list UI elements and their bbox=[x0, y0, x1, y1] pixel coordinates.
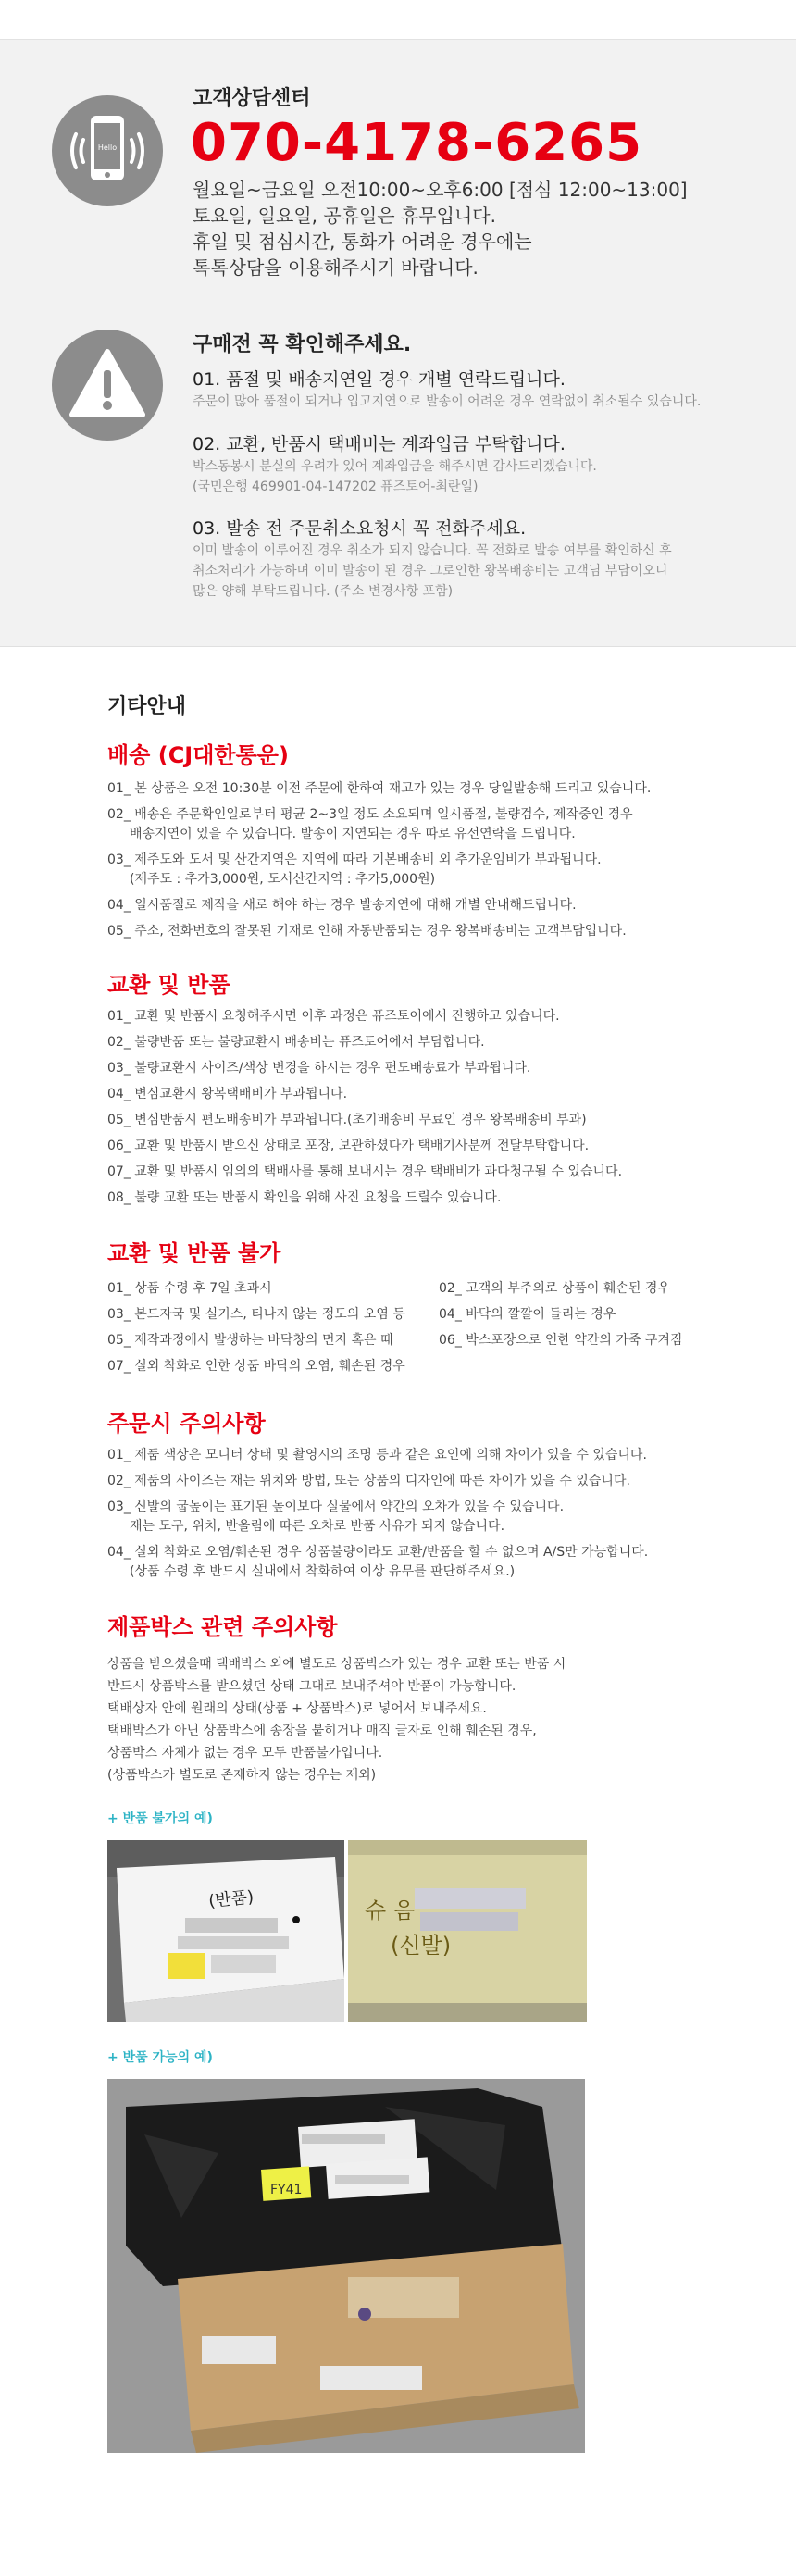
list-item bbox=[107, 779, 700, 799]
item-num: 02_ bbox=[107, 1035, 131, 1050]
item-text: 불량 교환 또는 반품시 확인을 위해 사진 요청을 드릴수 있습니다. bbox=[134, 1190, 502, 1205]
etc-title: 기타안내 bbox=[107, 695, 187, 718]
list-item bbox=[107, 1007, 700, 1027]
order-notes-list bbox=[107, 1446, 700, 1588]
list-item bbox=[107, 922, 700, 941]
list-item bbox=[107, 1446, 700, 1465]
grid-item: 05_ 제작과정에서 발생하는 바닥창의 먼지 혹은 때 bbox=[107, 1333, 393, 1348]
item-num: 05_ bbox=[107, 924, 131, 939]
check-item bbox=[193, 367, 748, 412]
list-item bbox=[107, 1472, 700, 1491]
item-cont: (상품 수령 후 반드시 실내에서 착화하여 이상 유무를 판단해주세요.) bbox=[130, 1564, 516, 1579]
check-item-body: 이미 발송이 이루어진 경우 취소가 되지 않습니다. 꼭 전화로 발송 여부를 확인하신 후 bbox=[193, 543, 672, 558]
box-paragraph bbox=[107, 1653, 681, 1786]
item-num: 03_ bbox=[107, 852, 131, 867]
photo-handwriting: (반품) bbox=[207, 1886, 255, 1911]
box-line: (상품박스가 별도로 존재하지 않는 경우는 제외) bbox=[107, 1768, 377, 1783]
sticker-text: FY41 bbox=[270, 2183, 303, 2197]
shipping-list bbox=[107, 779, 700, 948]
list-item bbox=[107, 1188, 700, 1208]
list-item bbox=[107, 1543, 700, 1582]
good-example-photo bbox=[107, 2079, 585, 2453]
grid-item: 04_ 바닥의 깔깔이 들리는 경우 bbox=[439, 1307, 616, 1322]
list-item bbox=[107, 851, 700, 890]
grid-item: 07_ 실외 착화로 인한 상품 바닥의 오염, 훼손된 경우 bbox=[107, 1359, 405, 1374]
item-text: 일시품절로 제작을 새로 해야 하는 경우 발송지연에 대해 개별 안내해드립니다. bbox=[134, 898, 577, 913]
item-num: 01_ bbox=[107, 1448, 131, 1462]
no-exchange-grid bbox=[107, 1279, 700, 1381]
item-num: 02_ bbox=[107, 807, 131, 822]
contact-phone[interactable]: 070-4178-6265 bbox=[191, 113, 643, 173]
check-item-body: (국민은행 469901-04-147202 퓨즈토어-최란일) bbox=[193, 479, 479, 494]
contact-hours bbox=[193, 177, 766, 280]
item-num: 04_ bbox=[107, 898, 131, 913]
check-item bbox=[193, 432, 748, 497]
item-text: 불량교환시 사이즈/색상 변경을 하시는 경우 편도배송료가 부과됩니다. bbox=[134, 1061, 531, 1076]
check-item-body: 주문이 많아 품절이 되거나 입고지연으로 발송이 어려운 경우 연락없이 취소될수 있습니다. bbox=[193, 394, 702, 409]
list-item bbox=[107, 1163, 700, 1182]
no-exchange-title: 교환 및 반품 불가 bbox=[107, 1240, 281, 1266]
warning-icon bbox=[52, 330, 163, 441]
info-box bbox=[0, 40, 796, 647]
item-text: 주소, 전화번호의 잘못된 기재로 인해 자동반품되는 경우 왕복배송비는 고객부담입니다. bbox=[134, 924, 627, 939]
check-item-body: 많은 양해 부탁드립니다. (주소 변경사항 포함) bbox=[193, 584, 454, 599]
box-line: 택배상자 안에 원래의 상태(상품 + 상품박스)로 넣어서 보내주세요. bbox=[107, 1701, 487, 1716]
item-text: 제품의 사이즈는 재는 위치와 방법, 또는 상품의 디자인에 따른 차이가 있을 수 있습니다. bbox=[134, 1474, 630, 1488]
check-item-head: 03. 발송 전 주문취소요청시 꼭 전화주세요. bbox=[193, 518, 527, 539]
item-cont: (제주도 : 추가3,000원, 도서산간지역 : 추가5,000원) bbox=[130, 872, 436, 887]
contact-title: 고객상담센터 bbox=[193, 87, 311, 110]
box-title: 제품박스 관련 주의사항 bbox=[107, 1614, 338, 1640]
photo-handwriting: (신발) bbox=[391, 1933, 452, 1959]
good-example-label: + 반품 가능의 예) bbox=[107, 2050, 213, 2065]
item-text: 불량반품 또는 불량교환시 배송비는 퓨즈토어에서 부담합니다. bbox=[134, 1035, 485, 1050]
item-num: 04_ bbox=[107, 1087, 131, 1101]
item-cont: 재는 도구, 위치, 반올림에 따른 오차로 반품 사유가 되지 않습니다. bbox=[130, 1519, 505, 1534]
hours-line: 월요일~금요일 오전10:00~오후6:00 [점심 12:00~13:00] bbox=[193, 179, 688, 201]
check-item bbox=[193, 516, 748, 602]
item-text: 신발의 굽높이는 표기된 높이보다 실물에서 약간의 오차가 있을 수 있습니다. bbox=[134, 1500, 565, 1514]
item-num: 07_ bbox=[107, 1164, 131, 1179]
hours-line: 톡톡상담을 이용해주시기 바랍니다. bbox=[193, 256, 479, 279]
item-num: 08_ bbox=[107, 1190, 131, 1205]
item-text: 실외 착화로 오염/훼손된 경우 상품불량이라도 교환/반품을 할 수 없으며 A/S만 가능합니다. bbox=[134, 1545, 649, 1560]
phone-screen-text: Hello bbox=[97, 143, 118, 152]
photo-handwriting: 슈 음 bbox=[365, 1898, 415, 1923]
grid-item: 02_ 고객의 부주의로 상품이 훼손된 경우 bbox=[439, 1281, 670, 1296]
list-item bbox=[107, 805, 700, 844]
item-text: 본 상품은 오전 10:30분 이전 주문에 한하여 재고가 있는 경우 당일발송해 드리고 있습니다. bbox=[134, 781, 652, 796]
item-num: 02_ bbox=[107, 1474, 131, 1488]
exchange-title: 교환 및 반품 bbox=[107, 972, 230, 998]
item-num: 05_ bbox=[107, 1113, 131, 1127]
phone-icon bbox=[52, 95, 163, 206]
item-cont: 배송지연이 있을 수 있습니다. 발송이 지연되는 경우 따로 유선연락을 드립니다. bbox=[130, 827, 576, 841]
list-item bbox=[107, 1059, 700, 1078]
item-text: 제품 색상은 모니터 상태 및 촬영시의 조명 등과 같은 요인에 의해 차이가 있을 수 있습니다. bbox=[134, 1448, 647, 1462]
hours-line: 토요일, 일요일, 공휴일은 휴무입니다. bbox=[193, 205, 496, 227]
list-item bbox=[107, 1085, 700, 1104]
list-item bbox=[107, 1111, 700, 1130]
item-num: 01_ bbox=[107, 1009, 131, 1024]
hours-line: 휴일 및 점심시간, 통화가 어려운 경우에는 bbox=[193, 230, 532, 253]
exchange-list bbox=[107, 1007, 700, 1214]
grid-item: 01_ 상품 수령 후 7일 초과시 bbox=[107, 1281, 272, 1296]
grid-item: 06_ 박스포장으로 인한 약간의 가죽 구겨짐 bbox=[439, 1333, 683, 1348]
order-notes-title: 주문시 주의사항 bbox=[107, 1411, 266, 1437]
item-text: 변심반품시 편도배송비가 부과됩니다.(초기배송비 무료인 경우 왕복배송비 부과) bbox=[134, 1113, 587, 1127]
item-text: 교환 및 반품시 임의의 택배사를 통해 보내시는 경우 택배비가 과다청구될 수 있습니다. bbox=[134, 1164, 623, 1179]
item-num: 03_ bbox=[107, 1061, 131, 1076]
item-num: 04_ bbox=[107, 1545, 131, 1560]
item-text: 제주도와 도서 및 산간지역은 지역에 따라 기본배송비 외 추가운임비가 부과됩니다. bbox=[134, 852, 602, 867]
list-item bbox=[107, 1498, 700, 1537]
shipping-title: 배송 (CJ대한통운) bbox=[107, 742, 289, 768]
list-item bbox=[107, 1137, 700, 1156]
check-item-body: 박스동봉시 분실의 우려가 있어 계좌입금을 해주시면 감사드리겠습니다. bbox=[193, 459, 597, 474]
box-line: 택배박스가 아닌 상품박스에 송장을 붙히거나 매직 글자로 인해 훼손된 경우, bbox=[107, 1724, 537, 1738]
box-line: 상품박스 자체가 없는 경우 모두 반품불가입니다. bbox=[107, 1746, 383, 1761]
check-title: 구매전 꼭 확인해주세요. bbox=[193, 333, 412, 356]
grid-item: 03_ 본드자국 및 실기스, 티나지 않는 정도의 오염 등 bbox=[107, 1307, 405, 1322]
item-text: 교환 및 반품시 요청해주시면 이후 과정은 퓨즈토어에서 진행하고 있습니다. bbox=[134, 1009, 560, 1024]
list-item bbox=[107, 896, 700, 915]
item-text: 배송은 주문확인일로부터 평균 2~3일 정도 소요되며 일시품절, 불량검수, 제작중인 경우 bbox=[134, 807, 633, 822]
check-item-body: 취소처리가 가능하며 이미 발송이 된 경우 그로인한 왕복배송비는 고객님 부담이오니 bbox=[193, 564, 668, 579]
item-text: 교환 및 반품시 받으신 상태로 포장, 보관하셨다가 택배기사분께 전달부탁합니다. bbox=[134, 1139, 590, 1153]
box-line: 상품을 받으셨을때 택배박스 외에 별도로 상품박스가 있는 경우 교환 또는 반품 시 bbox=[107, 1657, 566, 1672]
item-num: 03_ bbox=[107, 1500, 131, 1514]
bad-example-photo-1 bbox=[107, 1840, 344, 2022]
item-num: 01_ bbox=[107, 781, 131, 796]
list-item bbox=[107, 1033, 700, 1052]
item-text: 변심교환시 왕복택배비가 부과됩니다. bbox=[134, 1087, 348, 1101]
bad-example-label: + 반품 불가의 예) bbox=[107, 1811, 213, 1826]
item-num: 06_ bbox=[107, 1139, 131, 1153]
check-item-head: 01. 품절 및 배송지연일 경우 개별 연락드립니다. bbox=[193, 369, 566, 390]
box-line: 반드시 상품박스를 받으셨던 상태 그대로 보내주셔야 반품이 가능합니다. bbox=[107, 1679, 516, 1694]
check-item-head: 02. 교환, 반품시 택배비는 계좌입금 부탁합니다. bbox=[193, 434, 566, 454]
bad-example-photo-2 bbox=[348, 1840, 587, 2022]
